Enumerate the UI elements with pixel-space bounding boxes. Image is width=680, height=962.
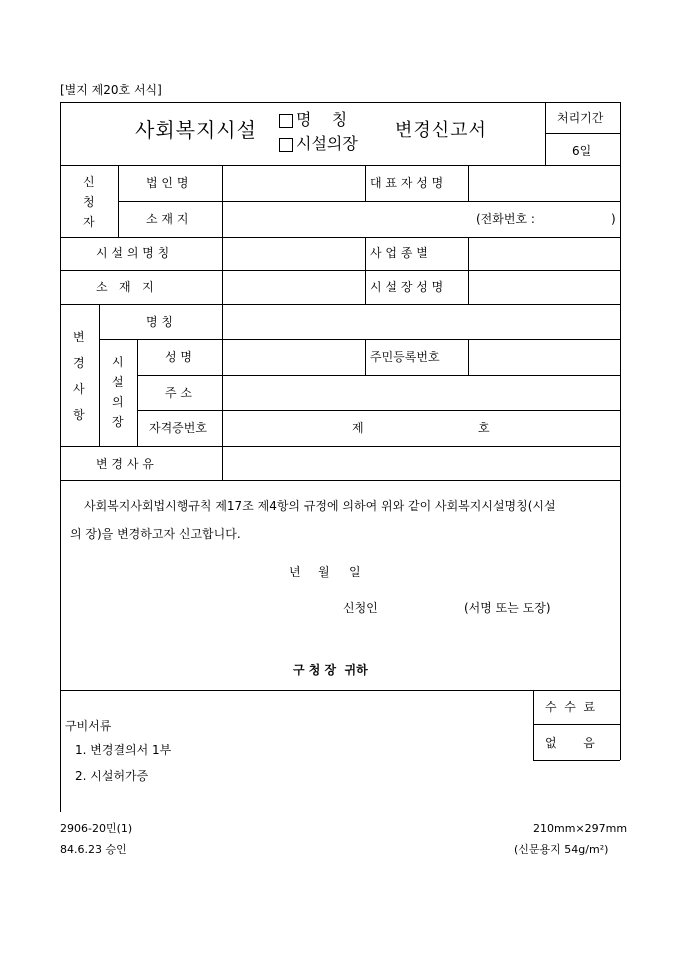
name-option-checkbox[interactable]	[279, 114, 293, 128]
date-day: 일	[349, 565, 361, 579]
corp-name-label: 법 인 명	[146, 176, 189, 190]
reason-label: 변 경 사 유	[96, 457, 154, 471]
business-type-field[interactable]	[469, 238, 619, 269]
statement-line-2: 의 장)을 변경하고자 신고합니다.	[70, 527, 241, 541]
document-item: 1. 변경결의서 1부	[75, 743, 172, 757]
processing-period-label: 처리기간	[557, 111, 604, 125]
date-year: 년	[289, 565, 301, 579]
paper-size: 210mm×297mm	[533, 822, 628, 835]
form-title-main: 사회복지시설	[135, 118, 257, 142]
change-name-label: 명 칭	[146, 315, 173, 329]
license-suffix: 호	[478, 421, 490, 435]
change-name-field[interactable]	[223, 305, 619, 338]
name-option-label: 명 칭	[296, 110, 348, 129]
head-option-label: 시설의장	[296, 134, 358, 153]
processing-period-value: 6일	[572, 144, 592, 158]
signature-hint: (서명 또는 도장)	[464, 601, 551, 615]
phone-field[interactable]	[540, 202, 610, 236]
head-name-field[interactable]	[469, 271, 619, 303]
form-title-suffix: 변경신고서	[395, 120, 487, 141]
applicant-address-label: 소 재 지	[146, 212, 189, 226]
person-address-field[interactable]	[223, 376, 619, 409]
facility-location-field[interactable]	[223, 271, 364, 303]
form-tag: [별지 제20호 서식]	[60, 83, 162, 97]
reason-field[interactable]	[223, 447, 619, 479]
license-label: 자격증번호	[149, 421, 207, 435]
rep-name-field[interactable]	[469, 166, 619, 200]
applicant-address-field[interactable]	[223, 202, 473, 236]
approval-date: 84.6.23 승인	[60, 843, 127, 856]
facility-location-label: 소 재 지	[96, 280, 154, 294]
resident-no-label: 주민등록번호	[370, 350, 440, 364]
facility-name-label: 시 설 의 명 칭	[96, 246, 170, 260]
head-option-checkbox[interactable]	[279, 138, 293, 152]
facility-name-field[interactable]	[223, 238, 364, 269]
phone-close-paren: )	[611, 212, 616, 226]
fee-value: 없 음	[545, 736, 595, 750]
person-address-label: 주 소	[165, 386, 192, 400]
person-name-label: 성 명	[165, 350, 192, 364]
rep-name-label: 대 표 자 성 명	[370, 176, 444, 190]
head-name-label: 시 설 장 성 명	[370, 280, 444, 294]
statement-line-1: 사회복지사회법시행규칙 제17조 제4항의 규정에 의하여 위와 같이 사회복지시설명칭(시설	[84, 499, 556, 513]
addressee: 구 청 장 귀하	[293, 663, 368, 677]
form-code: 2906-20민(1)	[60, 822, 133, 835]
paper-type: (신문용지 54g/m²)	[514, 843, 609, 856]
applicant-sign-label: 신청인	[343, 601, 378, 615]
license-prefix: 제	[352, 421, 364, 435]
license-field[interactable]	[223, 411, 619, 445]
documents-heading: 구비서류	[65, 719, 112, 733]
document-item: 2. 시설허가증	[75, 769, 149, 783]
corp-name-field[interactable]	[223, 166, 364, 200]
date-month: 월	[318, 565, 330, 579]
business-type-label: 사 업 종 별	[370, 246, 428, 260]
phone-label: (전화번호 :	[476, 212, 535, 226]
person-name-field[interactable]	[223, 340, 364, 374]
resident-no-field[interactable]	[469, 340, 619, 374]
fee-label: 수 수 료	[545, 700, 596, 714]
